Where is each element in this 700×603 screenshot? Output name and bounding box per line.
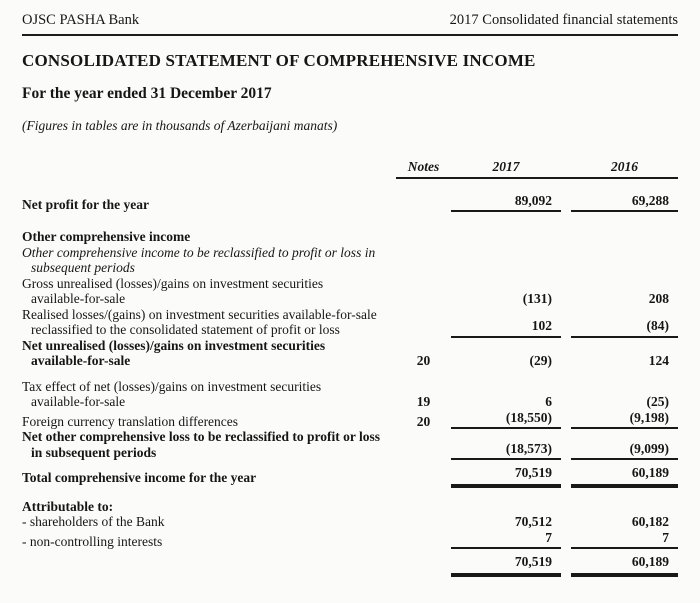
row-net-other-comprehensive-loss: [22, 429, 678, 460]
value-2017: (131): [522, 291, 552, 307]
row-label-line2: available-for-sale: [31, 291, 126, 307]
page-header: [22, 12, 678, 36]
value-2016: 60,182: [631, 514, 669, 530]
value-2016: 60,189: [571, 554, 678, 575]
row-non-controlling: [22, 530, 678, 550]
note-ref: 20: [416, 353, 431, 369]
row-shareholders: [22, 514, 678, 530]
row-label: Other comprehensive income: [22, 229, 191, 245]
row-label-line2: subsequent periods: [31, 260, 135, 276]
value-2017: 7: [451, 530, 561, 550]
value-2016: (25): [646, 394, 669, 410]
row-attributable-heading: [22, 499, 678, 515]
column-header-2017: 2017: [492, 159, 520, 175]
row-net-profit: [22, 193, 678, 213]
comprehensive-income-table: [22, 159, 678, 575]
value-2017: 70,512: [514, 514, 552, 530]
row-label: Foreign currency translation differences: [22, 413, 239, 429]
column-header-2016: 2016: [611, 159, 638, 175]
value-2016: (84): [571, 318, 678, 338]
row-label-line2: available-for-sale: [31, 394, 126, 410]
column-header-notes: Notes: [407, 159, 440, 175]
column-headers: [396, 159, 678, 179]
value-2017: 89,092: [451, 193, 561, 213]
row-label-line2: available-for-sale: [31, 353, 131, 369]
row-label-line2: reclassified to the consolidated statement of profit or loss: [31, 322, 340, 338]
row-realised-losses: [22, 307, 678, 338]
row-net-unrealised: [22, 338, 678, 369]
row-oci-reclassified-note: [22, 245, 678, 276]
statement-period: For the year ended 31 December 2017: [22, 85, 272, 103]
value-2017: (18,550): [451, 410, 561, 430]
row-label: Total comprehensive income for the year: [22, 470, 257, 486]
row-label: Realised losses/(gains) on investment securities available-for-sale: [22, 306, 377, 322]
figures-note: (Figures in tables are in thousands of Azerbaijani manats): [22, 118, 338, 134]
row-gross-unrealised: [22, 276, 678, 307]
row-fx-translation: [22, 410, 678, 430]
value-2016: 7: [571, 530, 678, 550]
value-2016: (9,198): [571, 410, 678, 430]
value-2016: (9,099): [571, 441, 678, 461]
column-gap: [561, 159, 571, 175]
row-label: - non-controlling interests: [22, 533, 163, 549]
row-oci-heading: [22, 229, 678, 245]
value-2017: 102: [451, 318, 561, 338]
row-label: Net other comprehensive loss to be reclassified to profit or loss: [22, 429, 380, 445]
value-2016: 69,288: [571, 193, 678, 213]
row-attributable-total: [22, 554, 678, 575]
value-2016: 124: [648, 353, 669, 369]
table-header-row: [22, 159, 678, 179]
row-label-line2: in subsequent periods: [31, 444, 157, 460]
value-2017: 70,519: [451, 465, 561, 486]
value-2017: (29): [529, 353, 552, 369]
row-label: Net unrealised (losses)/gains on investment securities: [22, 337, 326, 353]
row-label: Gross unrealised (losses)/gains on investment securities: [22, 275, 324, 291]
row-label: - shareholders of the Bank: [22, 514, 165, 530]
row-label: Attributable to:: [22, 498, 114, 514]
row-label: Tax effect of net (losses)/gains on investment securities: [22, 378, 322, 394]
value-2017: (18,573): [451, 441, 561, 461]
document-type: 2017 Consolidated financial statements: [449, 12, 678, 28]
value-2016: 60,189: [571, 465, 678, 486]
value-2016: 208: [648, 291, 669, 307]
row-tax-effect: [22, 379, 678, 410]
statement-title: CONSOLIDATED STATEMENT OF COMPREHENSIVE INCOME: [22, 51, 536, 71]
note-ref: 20: [416, 413, 431, 429]
company-name: OJSC PASHA Bank: [22, 12, 140, 28]
row-label: Net profit for the year: [22, 196, 149, 212]
note-ref: 19: [416, 394, 431, 410]
value-2017: 6: [545, 394, 552, 410]
row-label: Other comprehensive income to be reclassified to profit or loss in: [22, 244, 376, 260]
value-2017: 70,519: [451, 554, 561, 575]
row-total-comprehensive-income: [22, 465, 678, 486]
